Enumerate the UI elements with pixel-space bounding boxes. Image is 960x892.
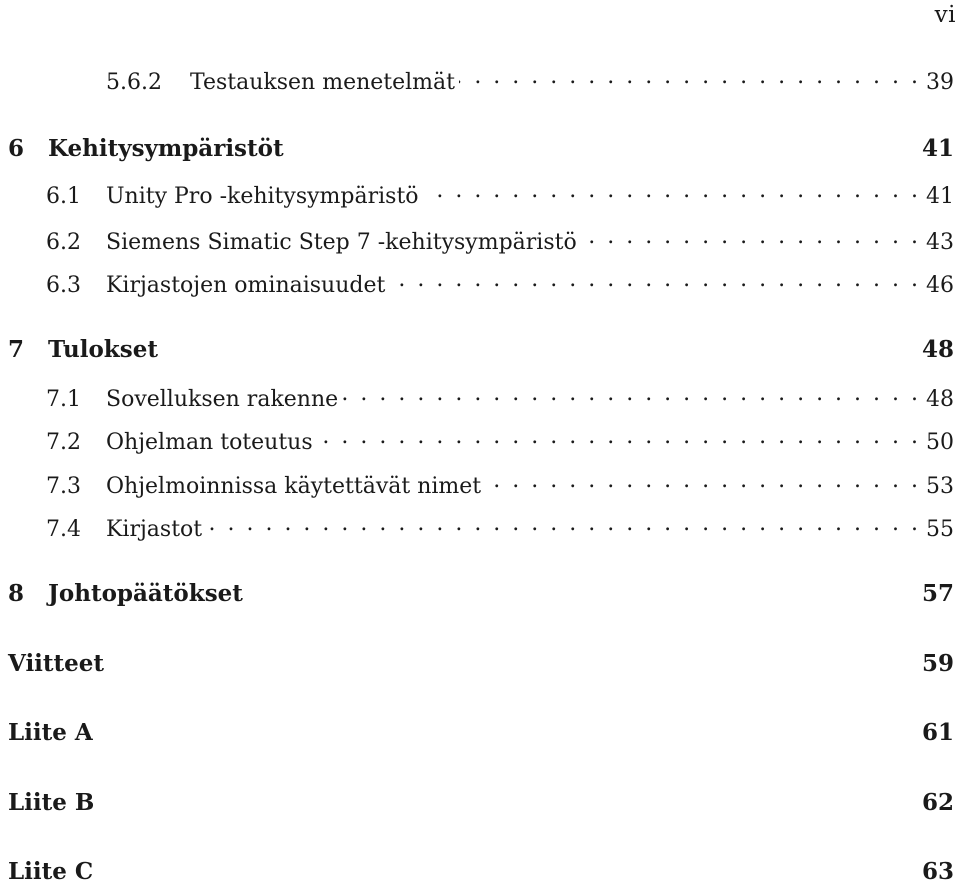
toc-chapter-title[interactable]: Liite B (8, 789, 95, 816)
toc-chapter-page[interactable]: 41 (921, 135, 954, 162)
toc-entry-page[interactable]: 43 (926, 230, 954, 255)
toc-entry-page[interactable]: 41 (926, 184, 954, 209)
dot-leader (485, 468, 918, 493)
toc-chapter-title[interactable]: Liite A (8, 719, 93, 746)
toc-entry-title[interactable]: Kirjastojen ominaisuudet (106, 273, 386, 298)
toc-entry-7-1[interactable] (8, 381, 954, 412)
table-of-contents (8, 0, 954, 892)
toc-chapter-page[interactable]: 63 (921, 858, 954, 885)
toc-entry-6-3[interactable] (8, 267, 954, 298)
dot-leader (459, 64, 918, 89)
toc-entry-page[interactable]: 50 (926, 430, 954, 455)
toc-chapter-number: 8 (8, 580, 25, 607)
toc-entry-number: 6.3 (46, 273, 81, 298)
toc-chapter-viitteet[interactable] (8, 650, 954, 677)
toc-chapter-8[interactable] (8, 580, 954, 607)
toc-entry-title[interactable]: Ohjelman toteutus (106, 430, 313, 455)
toc-entry-title[interactable]: Kirjastot (106, 517, 203, 542)
toc-chapter-6[interactable] (8, 135, 954, 162)
toc-chapter-page[interactable]: 48 (921, 336, 954, 363)
toc-chapter-liite-c[interactable] (8, 858, 954, 885)
toc-entry-number: 7.2 (46, 430, 81, 455)
toc-entry-title[interactable]: Sovelluksen rakenne (106, 387, 339, 412)
toc-entry-5-6-2[interactable] (8, 64, 954, 95)
page-number: vi (934, 2, 956, 28)
dot-leader (206, 511, 918, 536)
toc-entry-title[interactable]: Unity Pro -kehitysympäristö (106, 184, 419, 209)
toc-entry-7-2[interactable] (8, 424, 954, 455)
toc-chapter-number: 6 (8, 135, 25, 162)
toc-chapter-page[interactable]: 57 (921, 580, 954, 607)
toc-entry-7-4[interactable] (8, 511, 954, 542)
toc-entry-title[interactable]: Ohjelmoinnissa käytettävät nimet (106, 474, 482, 499)
toc-entry-number: 6.1 (46, 184, 81, 209)
toc-entry-page[interactable]: 48 (926, 387, 954, 412)
toc-chapter-liite-a[interactable] (8, 719, 954, 746)
toc-entry-page[interactable]: 39 (926, 70, 954, 95)
toc-chapter-7[interactable] (8, 336, 954, 363)
toc-chapter-title[interactable]: Tulokset (48, 336, 158, 363)
toc-chapter-page[interactable]: 59 (921, 650, 954, 677)
toc-entry-number: 7.1 (46, 387, 81, 412)
toc-entry-6-2[interactable] (8, 224, 954, 255)
toc-entry-title[interactable]: Testauksen menetelmät (190, 70, 455, 95)
toc-entry-6-1[interactable] (8, 178, 954, 209)
toc-chapter-title[interactable]: Viitteet (8, 650, 105, 677)
toc-entry-number: 7.4 (46, 517, 81, 542)
toc-entry-page[interactable]: 46 (926, 273, 954, 298)
toc-entry-title[interactable]: Siemens Simatic Step 7 -kehitysympäristö (106, 230, 577, 255)
toc-entry-7-3[interactable] (8, 468, 954, 499)
dot-leader (389, 267, 918, 292)
toc-chapter-page[interactable]: 61 (921, 719, 954, 746)
toc-entry-number: 6.2 (46, 230, 81, 255)
toc-entry-number: 5.6.2 (106, 70, 162, 95)
toc-chapter-title[interactable]: Liite C (8, 858, 94, 885)
toc-chapter-title[interactable]: Johtopäätökset (48, 580, 243, 607)
toc-entry-page[interactable]: 53 (926, 474, 954, 499)
toc-chapter-title[interactable]: Kehitysympäristöt (48, 135, 284, 162)
toc-chapter-number: 7 (8, 336, 25, 363)
toc-entry-page[interactable]: 55 (926, 517, 954, 542)
dot-leader (342, 381, 918, 406)
toc-chapter-page[interactable]: 62 (921, 789, 954, 816)
dot-leader (423, 178, 918, 203)
dot-leader (581, 224, 918, 249)
toc-entry-number: 7.3 (46, 474, 81, 499)
toc-chapter-liite-b[interactable] (8, 789, 954, 816)
dot-leader (317, 424, 918, 449)
